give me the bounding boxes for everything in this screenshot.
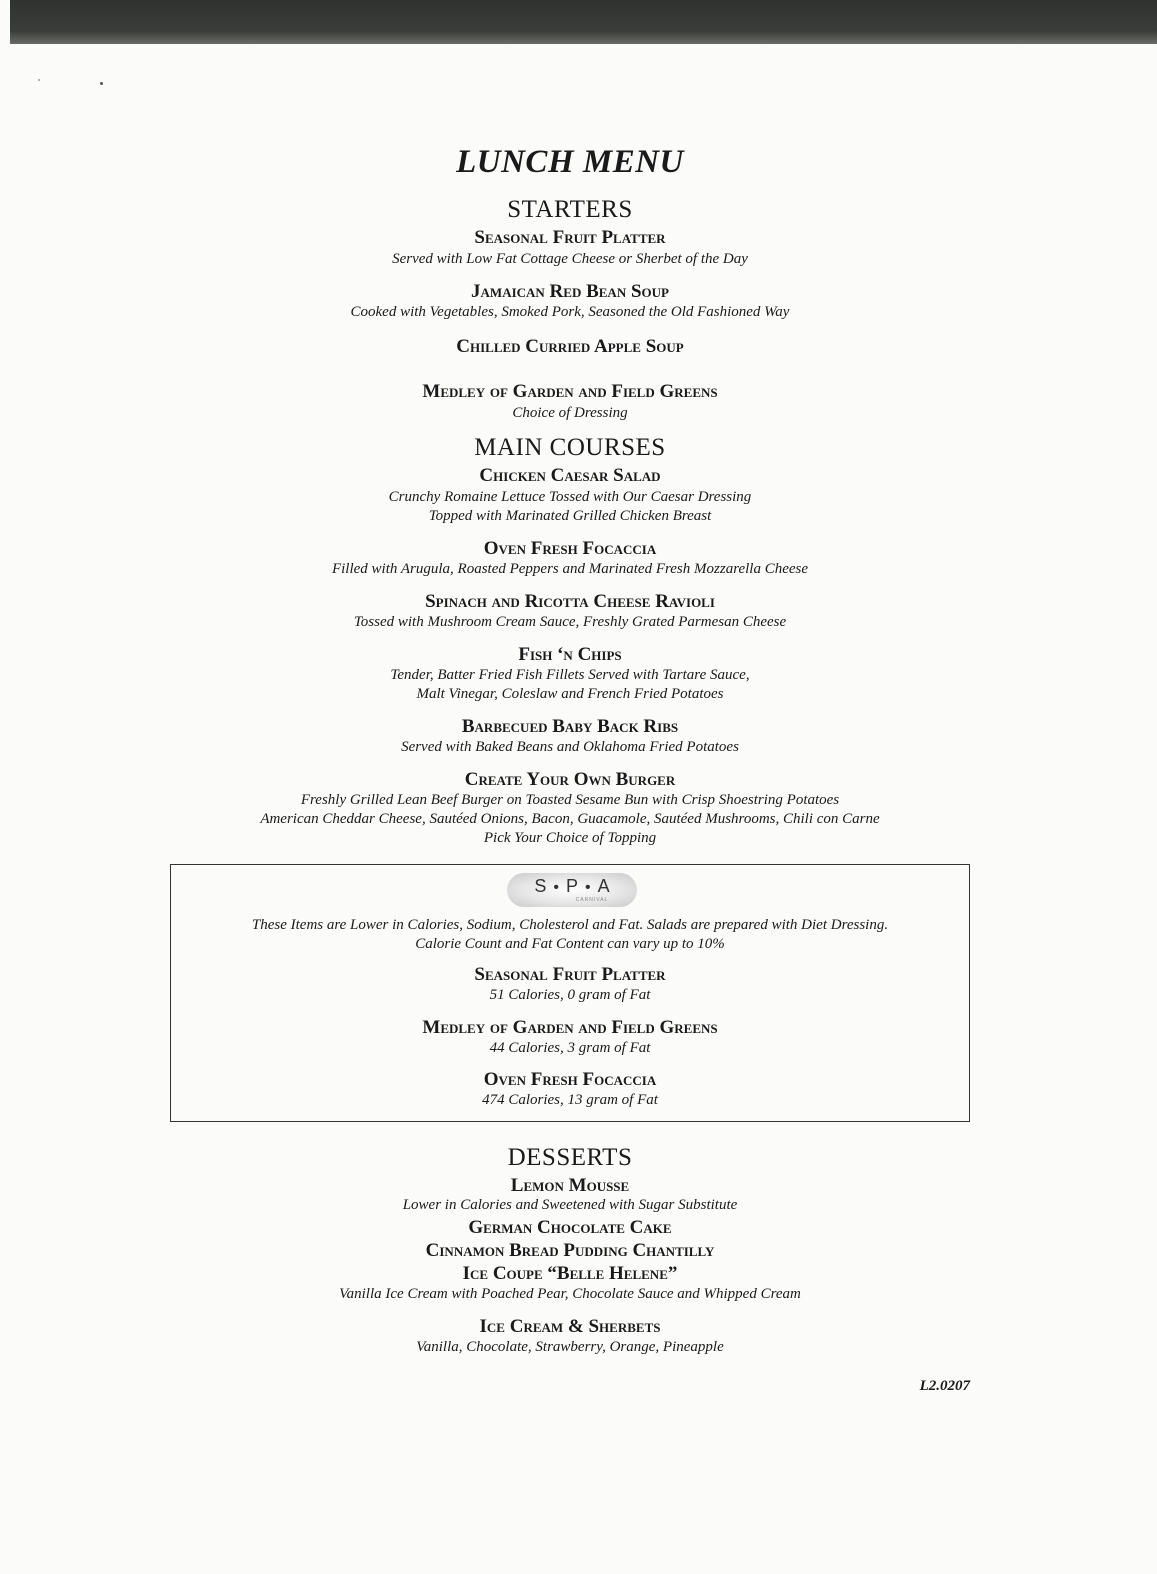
spa-notice: Calorie Count and Fat Content can vary up to 10% [415,936,725,952]
scan-top-border-edge [0,0,10,44]
spa-item-name: Medley of Garden and Field Greens [422,1017,718,1038]
menu-item-description: Vanilla, Chocolate, Strawberry, Orange, Pineapple [416,1339,724,1355]
menu-item-description: Freshly Grilled Lean Beef Burger on Toasted Sesame Bun with Crisp Shoestring Potatoes [300,792,840,808]
section-heading-desserts: DESSERTS [507,1144,633,1171]
menu-item-description: Pick Your Choice of Topping [483,830,657,846]
spa-logo-letters [527,877,616,897]
spa-logo [507,873,637,907]
menu-item-name: German Chocolate Cake [468,1217,672,1238]
menu-item-description: Topped with Marinated Grilled Chicken Breast [428,508,712,524]
spa-dot-icon: • [585,879,598,896]
spa-item-nutrition: 474 Calories, 13 gram of Fat [482,1092,658,1108]
menu-item-description: Filled with Arugula, Roasted Peppers and Marinated Fresh Mozzarella Cheese [331,561,809,577]
menu-item-description: Choice of Dressing [512,405,628,421]
menu-item-name: Spinach and Ricotta Cheese Ravioli [425,591,715,612]
menu-item-description: Vanilla Ice Cream with Poached Pear, Chocolate Sauce and Whipped Cream [339,1286,801,1302]
menu-item-name: Barbecued Baby Back Ribs [461,716,679,737]
menu-title: LUNCH MENU [456,144,684,180]
menu-item-name: Jamaican Red Bean Soup [471,281,669,302]
spa-item-name: Seasonal Fruit Platter [474,964,666,985]
menu-item-description: Cooked with Vegetables, Smoked Pork, Seasoned the Old Fashioned Way [350,304,790,320]
spa-notice: These Items are Lower in Calories, Sodium, Cholesterol and Fat. Salads are prepared with Diet Dressing. [251,917,889,933]
menu-item-name: Chilled Curried Apple Soup [456,336,684,357]
menu-item-description: Crunchy Romaine Lettuce Tossed with Our Caesar Dressing [388,489,752,505]
menu-item-name: Ice Cream & Sherbets [479,1316,661,1337]
menu-item-description: American Cheddar Cheese, Sautéed Onions, Bacon, Guacamole, Sautéed Mushrooms, Chili con Carne [260,811,880,827]
spa-item-name: Oven Fresh Focaccia [483,1069,657,1090]
menu-item-name: Oven Fresh Focaccia [483,538,657,559]
spa-dot-icon: • [553,879,566,896]
menu-item-description: Lower in Calories and Sweetened with Sugar Substitute [402,1197,738,1213]
spa-letter: S [534,876,554,896]
menu-item-name: Chicken Caesar Salad [479,465,661,486]
spa-item-nutrition: 44 Calories, 3 gram of Fat [489,1040,651,1056]
menu-item-name: Fish ‘n Chips [518,644,622,665]
spa-item-nutrition: 51 Calories, 0 gram of Fat [489,987,651,1003]
menu-item-name: Seasonal Fruit Platter [474,227,666,248]
menu-item-name: Create Your Own Burger [464,769,676,790]
menu-item-description: Served with Baked Beans and Oklahoma Fried Potatoes [401,739,739,755]
spa-logo-subtitle: CARNIVAL [575,897,609,903]
menu-item-name: Ice Coupe “Belle Helene” [462,1263,678,1284]
scan-top-border [0,0,1157,44]
section-heading-main-courses: MAIN COURSES [474,434,666,461]
menu-item-description: Tossed with Mushroom Cream Sauce, Freshly Grated Parmesan Cheese [353,614,787,630]
menu-item-description: Malt Vinegar, Coleslaw and French Fried Potatoes [416,686,724,702]
menu-item-name: Medley of Garden and Field Greens [422,381,718,402]
menu-item-name: Lemon Mousse [510,1175,630,1196]
spa-letter: A [597,876,617,896]
menu-item-description: Tender, Batter Fried Fish Fillets Served with Tartare Sauce, [390,667,750,683]
scan-speck [100,82,103,85]
scan-speck [38,79,40,81]
section-heading-starters: STARTERS [507,196,633,223]
menu-item-name: Cinnamon Bread Pudding Chantilly [425,1240,715,1261]
spa-letter: P [565,876,585,896]
menu-item-description: Served with Low Fat Cottage Cheese or Sherbet of the Day [392,251,748,267]
menu-code: L2.0207 [919,1378,970,1394]
